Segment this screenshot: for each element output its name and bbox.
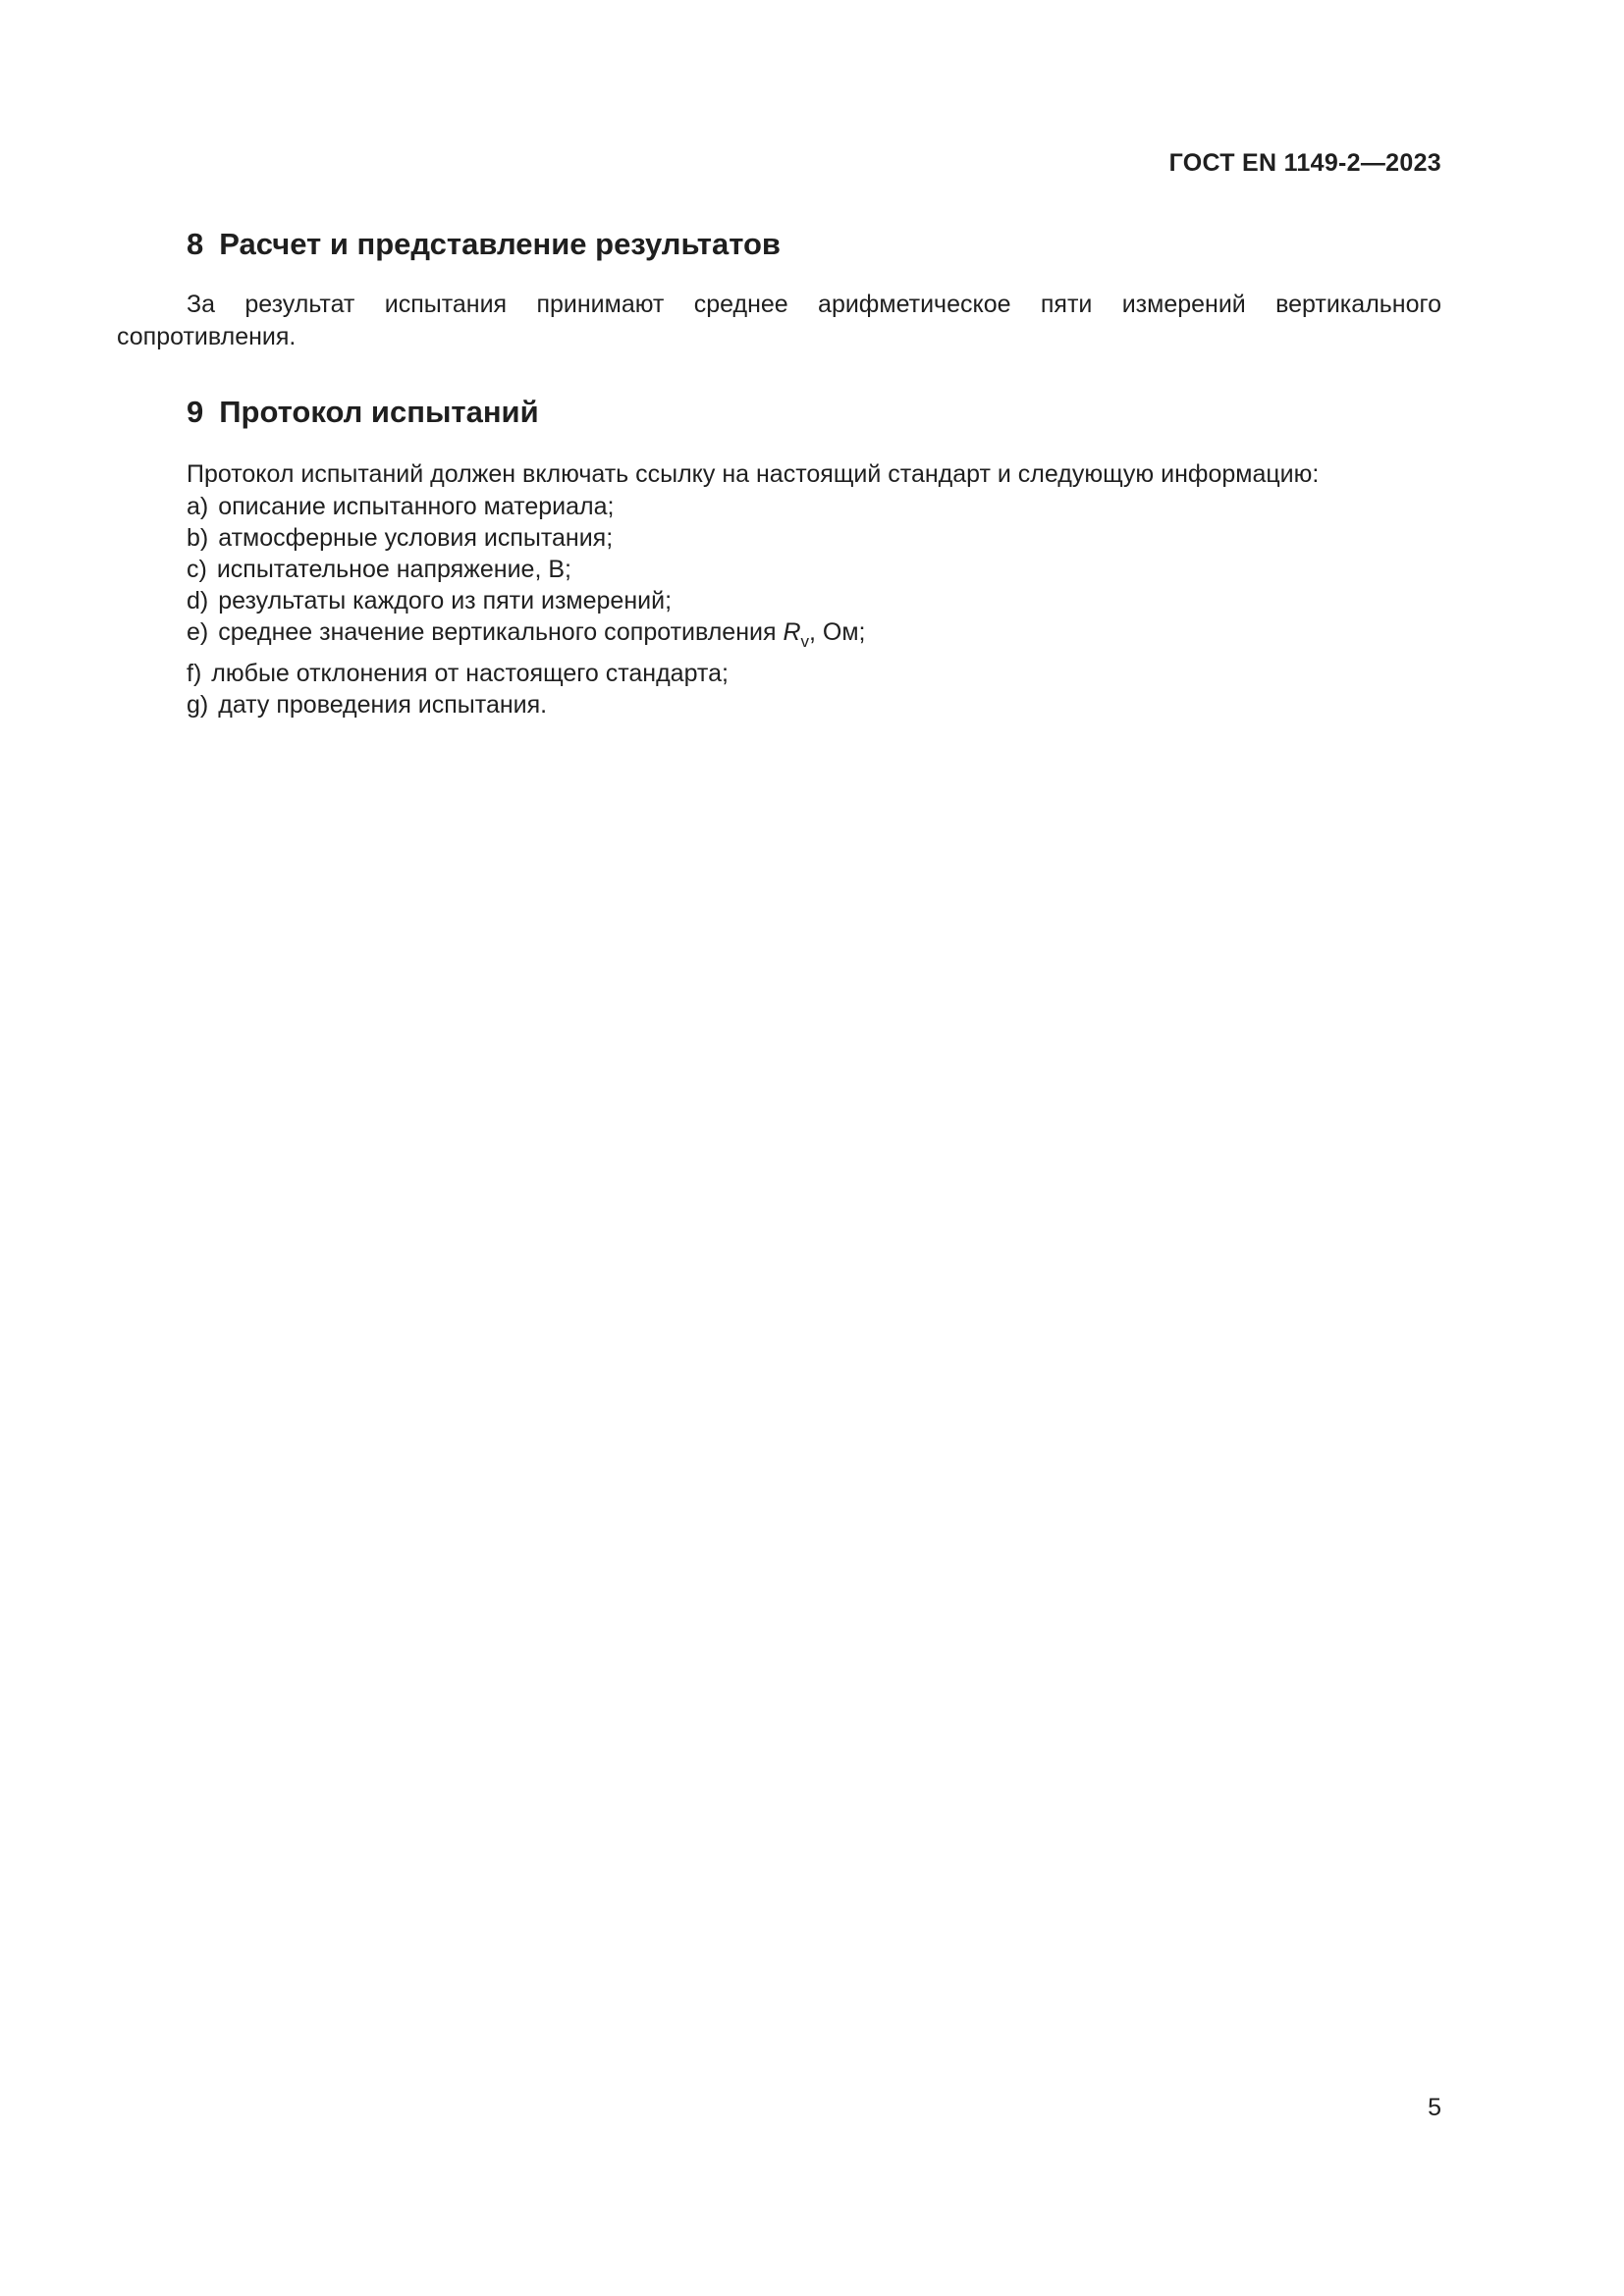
list-marker: f): [187, 660, 202, 687]
resistance-subscript: v: [800, 632, 810, 651]
list-item-text: атмосферные условия испытания;: [218, 524, 614, 552]
document-code: ГОСТ EN 1149-2—2023: [1168, 149, 1441, 177]
page-number: 5: [1428, 2094, 1441, 2121]
list-item-text: любые отклонения от настоящего стандарта;: [211, 660, 729, 687]
report-items-list: [0, 491, 1624, 721]
list-marker: b): [187, 524, 209, 552]
list-item: [187, 522, 1624, 554]
list-item-text: описание испытанного материала;: [218, 493, 615, 520]
list-marker: d): [187, 587, 209, 614]
list-item: [187, 585, 1624, 616]
list-item-text-unit: , Ом;: [809, 618, 866, 646]
section-9-heading: [0, 393, 1624, 432]
section-8-number: 8: [187, 227, 204, 261]
section-9-title: Протокол испытаний: [219, 395, 539, 429]
list-item: [187, 491, 1624, 522]
list-item-text: испытательное напряжение, В;: [216, 556, 571, 583]
resistance-symbol: R: [783, 618, 801, 646]
section-9-intro: Протокол испытаний должен включать ссылку на настоящий стандарт и следующую информацию:: [187, 460, 1320, 488]
list-item: [187, 616, 1624, 658]
list-item-text: среднее значение вертикального сопротивления: [218, 618, 784, 646]
section-9-number: 9: [187, 395, 204, 429]
list-marker: e): [187, 618, 209, 646]
section-8-heading: [0, 225, 1624, 264]
section-8-paragraph: За результат испытания принимают среднее арифметическое пяти измерений вертикального сопротивления.: [117, 291, 1441, 350]
section-8: [0, 225, 1624, 353]
list-item-text: результаты каждого из пяти измерений;: [218, 587, 673, 614]
list-marker: g): [187, 691, 209, 719]
section-8-title: Расчет и представление результатов: [219, 227, 781, 261]
list-item: [187, 658, 1624, 689]
list-item-text: дату проведения испытания.: [218, 691, 548, 719]
section-9: [0, 393, 1624, 721]
list-marker: a): [187, 493, 209, 520]
list-marker: c): [187, 556, 207, 583]
list-item: [187, 554, 1624, 585]
list-item: [187, 689, 1624, 721]
